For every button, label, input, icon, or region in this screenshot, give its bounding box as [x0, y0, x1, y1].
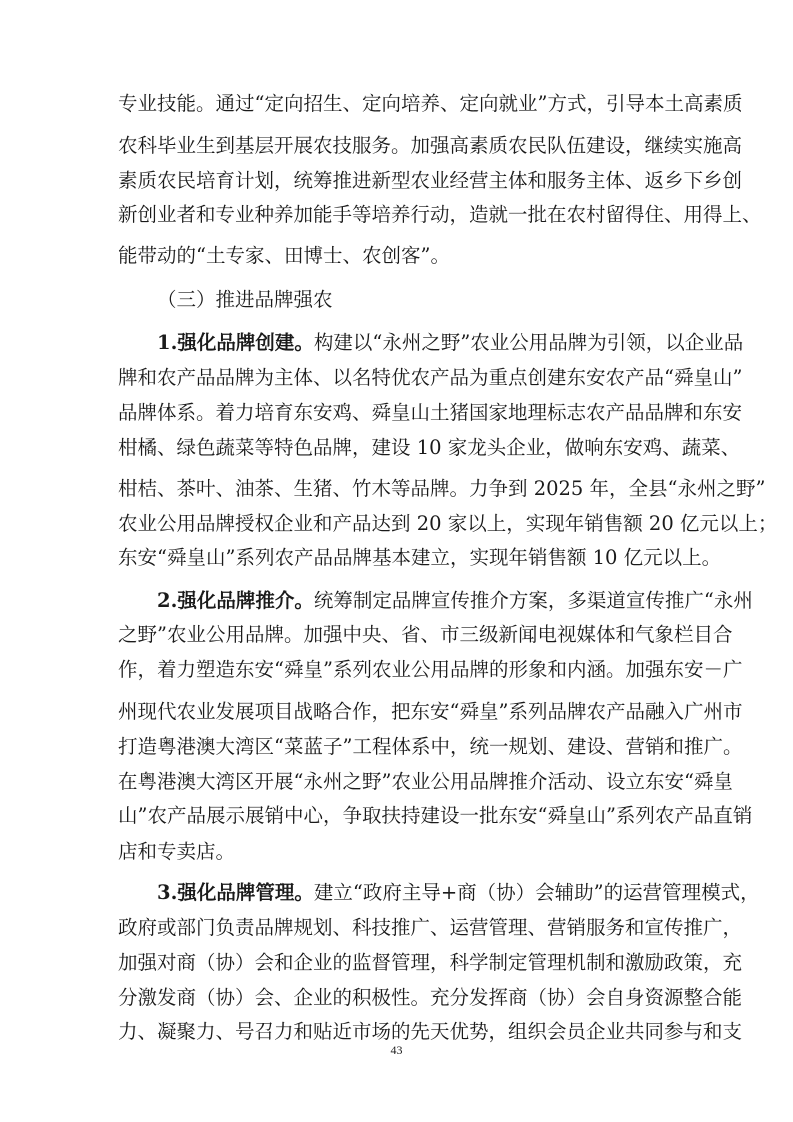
- text-line: 专业技能。通过“定向招生、定向培养、定向就业”方式，引导本土高素质: [118, 92, 743, 115]
- text-line: [157, 876, 760, 910]
- text-line: 柑桔、茶叶、油茶、生猪、竹木等品牌。力争到 2025 年，全县“永州之野”: [118, 477, 766, 500]
- text-line: 山”农产品展示展销中心，争取扶持建设一批东安“舜皇山”系列农产品直销: [118, 804, 753, 827]
- paragraph-text: 建立“政府主导+商（协）会辅助”的运营管理模式，: [313, 881, 760, 904]
- text-line: 农科毕业生到基层开展农技服务。加强高素质农民队伍建设，继续实施高: [118, 134, 743, 157]
- text-line: 东安“舜皇山”系列农产品品牌基本建立，实现年销售额 10 亿元以上。: [118, 546, 722, 569]
- text-line: [157, 326, 744, 360]
- paragraph-lead: 1.强化品牌创建。: [157, 331, 314, 354]
- text-line: 分激发商（协）会、企业的积极性。充分发挥商（协）会自身资源整合能: [118, 986, 743, 1009]
- text-line: 之野”农业公用品牌。加强中央、省、市三级新闻电视媒体和气象栏目合: [118, 623, 733, 646]
- text-line: 新创业者和专业种养加能手等培养行动，造就一批在农村留得住、用得上、: [118, 203, 762, 226]
- text-line: 在粤港澳大湾区开展“永州之野”农业公用品牌推介活动、设立东安“舜皇: [118, 770, 733, 793]
- text-line: [157, 584, 753, 618]
- paragraph-text: 构建以“永州之野”农业公用品牌为引领，以企业品: [313, 331, 744, 354]
- page-number: 43: [390, 1043, 403, 1057]
- text-line: 店和专卖店。: [118, 840, 236, 863]
- text-line: 力、凝聚力、号召力和贴近市场的先天优势，组织会员企业共同参与和支: [118, 1020, 743, 1043]
- paragraph-lead: 3.强化品牌管理。: [157, 881, 314, 904]
- text-line: 政府或部门负责品牌规划、科技推广、运营管理、营销服务和宣传推广，: [118, 916, 743, 939]
- text-line: 农业公用品牌授权企业和产品达到 20 家以上，实现年销售额 20 亿元以上；: [118, 512, 778, 535]
- text-line: 作，着力塑造东安“舜皇”系列农业公用品牌的形象和内涵。加强东安－广: [118, 658, 743, 681]
- text-line: 能带动的“土专家、田博士、农创客”。: [118, 244, 450, 267]
- text-line: 加强对商（协）会和企业的监督管理，科学制定管理机制和激励政策，充: [118, 951, 743, 974]
- text-line: 柑橘、绿色蔬菜等特色品牌，建设 10 家龙头企业，做响东安鸡、蔬菜、: [118, 436, 741, 459]
- text-line: 素质农民培育计划，统筹推进新型农业经营主体和服务主体、返乡下乡创: [118, 169, 743, 192]
- section-heading: （三）推进品牌强农: [157, 288, 333, 311]
- paragraph-text: 统筹制定品牌宣传推介方案，多渠道宣传推广“永州: [313, 589, 753, 612]
- text-line: 品牌体系。着力培育东安鸡、舜皇山土猪国家地理标志农产品品牌和东安: [118, 401, 743, 424]
- text-line: 打造粤港澳大湾区“菜蓝子”工程体系中，统一规划、建设、营销和推广。: [118, 735, 743, 758]
- text-line: 州现代农业发展项目战略合作，把东安“舜皇”系列品牌农产品融入广州市: [118, 700, 743, 723]
- text-line: 牌和农产品品牌为主体、以名特优农产品为重点创建东安农产品“舜皇山”: [118, 366, 743, 389]
- paragraph-lead: 2.强化品牌推介。: [157, 589, 314, 612]
